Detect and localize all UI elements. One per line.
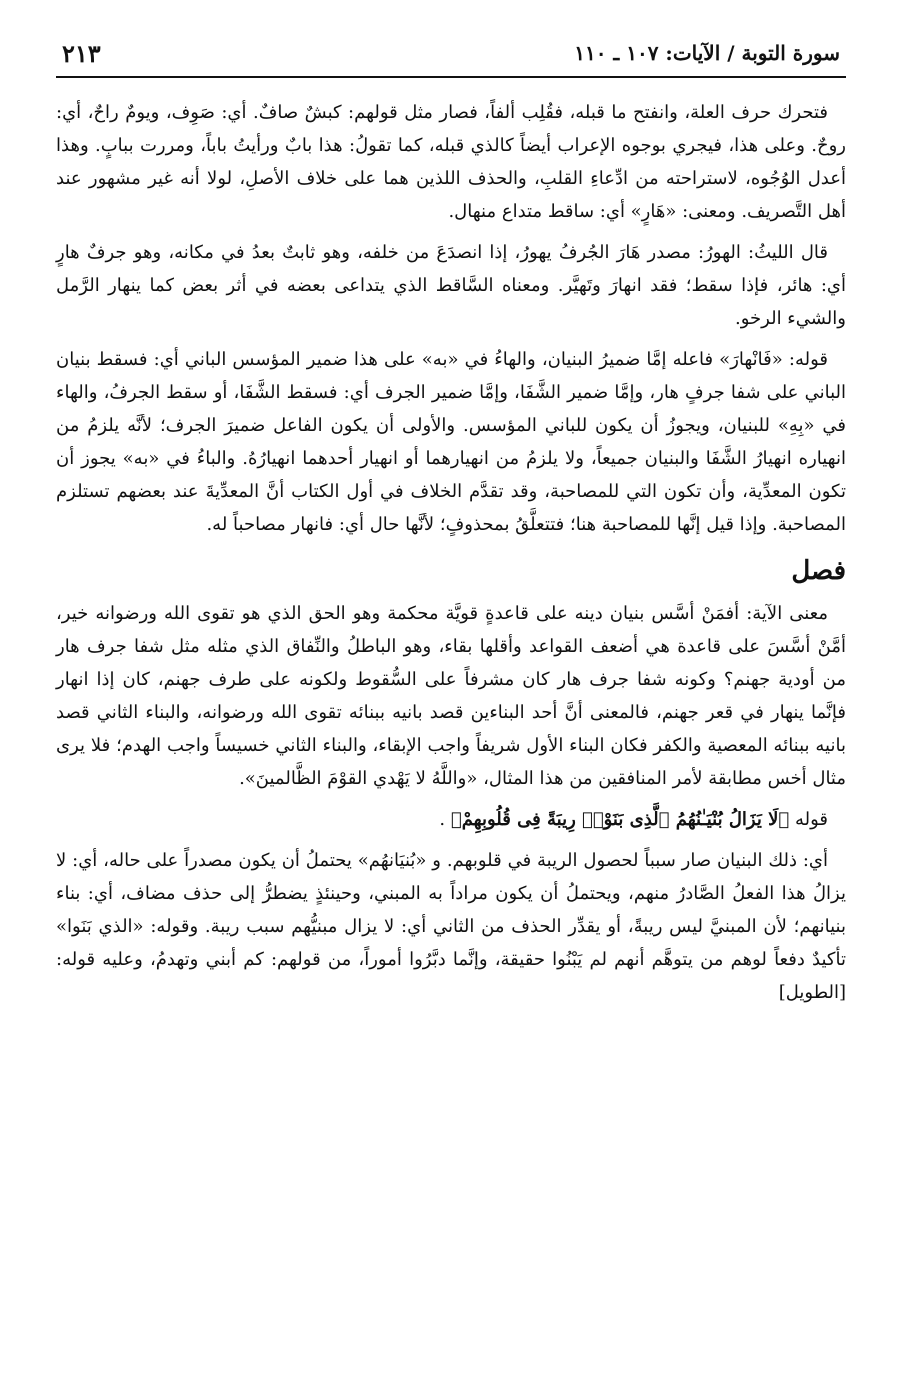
page-number: ٢١٣ [62, 38, 101, 68]
page-body [56, 96, 846, 1009]
running-title: سورة التوبة / الآيات: ١٠٧ ـ ١١٠ [574, 41, 840, 65]
page-header [56, 30, 846, 78]
verse-suffix: . [439, 809, 446, 830]
paragraph-1: فتحرك حرف العلة، وانفتح ما قبله، فقُلِب ألفاً، فصار مثل قولهم: كبشٌ صافٌ. أي: صَوِف، ويومٌ راحٌ، أي: روحٌ. وعلى هذا، فيجري بوجوه الإعراب أيضاً كالذي قبله، كما تقولُ: هذا بابٌ ورأيتُ باباً، ومررت ببابٍ. وهذا أعدل الوُجُوه، لاستراحته من ادِّعاءِ القلبِ، والحذف اللذين هما على خلاف الأصلِ، لولا أنه غير مشهور عند أهل التَّصريف. ومعنى: «هَارٍ» أي: ساقط متداع منهال. [56, 102, 846, 222]
paragraph-2: قال الليثُ: الهورُ: مصدر هَارَ الجُرفُ يهورُ، إذا انصدَعَ من خلفه، وهو ثابتٌ بعدُ في مكانه، وهو جرفٌ هارٍ أي: هائر، فإذا سقط؛ فقد انهارَ وتَهيَّر. ومعناه السَّاقط الذي يتداعى بعضه في أثر بعض كما ينهار الرَّمل والشيء الرخو. [56, 242, 846, 329]
document-page [56, 30, 846, 1350]
section-heading: فصل [791, 556, 846, 586]
section-paragraph-1: معنى الآية: أفمَنْ أسَّس بنيان دينه على قاعدةٍ قويَّة محكمة وهو الحق الذي هو تقوى الله ورضوانه خير، أمَّنْ أسَّسَ على قاعدة هي أضعف القواعد وأقلها بقاء، وهو الباطلُ والنِّفاق الذي مثله مثل شفا جرف هار من أودية جهنم؟ وكونه شفا جرف هار كان مشرفاً على السُّقوط ولكونه على طرف جهنم، كان إذا انهار فإنَّما ينهار في قعر جهنم، فالمعنى أنَّ أحد البناءين قصد بانيه ببنائه تقوى الله ورضوانه، والبناء الثاني قصد بانيه ببنائه المعصية والكفر فكان البناء الأول شريفاً واجب الإبقاء، والبناء الثاني خسيساً واجب الهدم؛ فلا يرى مثال أخس مطابقة لأمر المنافقين من هذا المثال، «واللَّهُ لا يَهْدي القوْمَ الظَّالمينَ». [56, 603, 846, 789]
closing-paragraph-1: أي: ذلك البنيان صار سبباً لحصول الريبة في قلوبهم. و «بُنيَانهُم» يحتملُ أن يكون مصدراً على حاله، أي: لا يزالُ هذا الفعلُ الصَّادرُ منهم، ويحتملُ أن يكون مراداً به المبني، وحينئذٍ يضطرُّ إلى حذف مضاف، أي: بناء بنيانهم؛ لأن المبنيَّ ليس ريبةً، أو يقدِّر الحذف من الثاني أي: لا يزال مبنيُّهم سبب ريبة. وقوله: «الذي بَنَوا» تأكيدٌ دفعاً لوهم من يتوهَّم أنهم لم يَبْنُوا حقيقة، وإنَّما دبَّرُوا أموراً، من قولهم: كم أبني وتهدمُ، وعليه قوله: [الطويل] [56, 850, 847, 1003]
quran-verse: ﴿لَا يَزَالُ بُنْيَـٰنُهُمُ ٱلَّذِى بَنَوْا۟ رِيبَةً فِى قُلُوبِهِمْ﴾ [450, 809, 790, 830]
verse-paragraph [56, 803, 846, 836]
verse-prefix: قوله [794, 809, 828, 830]
paragraph-3: قوله: «فَانْهارَ» فاعله إمَّا ضميرُ البنيان، والهاءُ في «به» على هذا ضمير المؤسس الباني أي: فسقط بنيان الباني على شفا جرفٍ هار، وإمَّا ضمير الشَّفَا، وإمَّا ضمير الجرف أي: فسقط الشَّفَا، أو سقط الجرفُ، والهاء في «بِهِ» للبنيان، ويجوزُ أن يكون للباني المؤسس. والأولى أن يكون الفاعل ضميرَ الجرف؛ لأنَّه يلزمُ من انهياره انهيارُ الشَّفَا والبنيان جميعاً، ولا يلزمُ من انهيارهما أو انهيار أحدهما انهيارُهُ. والباءُ في «به» يجوز أن تكون المعدِّية، وأن تكون التي للمصاحبة، وقد تقدَّم الخلاف في أول الكتاب أنَّ المعدِّيةَ عند بعضهم تستلزم المصاحبة. وإذا قيل إنَّها للمصاحبة هنا؛ فتتعلَّقُ بمحذوفٍ؛ لأنَّها حال أي: فانهار مصاحباً له. [56, 349, 846, 535]
